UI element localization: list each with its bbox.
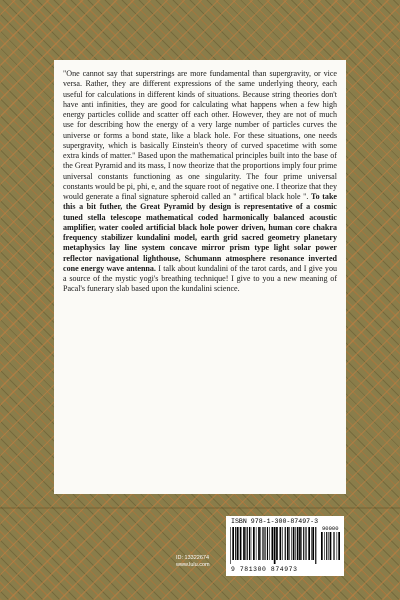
back-cover-blurb	[63, 69, 337, 295]
isbn-barcode	[226, 516, 344, 576]
publisher-url: www.lulu.com	[176, 562, 210, 568]
addon-barcode-bars	[321, 532, 341, 564]
back-cover-text-panel	[54, 60, 346, 494]
blurb-tail-text: I talk about kundalini of the tarot cards, and I give you a source of the mystic yogi's breathing technique! I give to you a new meaning of Pacal's funerary slab based upon the kundalini science.	[63, 263, 337, 294]
cover-divider	[0, 507, 400, 509]
barcode-bars	[230, 527, 318, 564]
barcode-digits: 9 781300 874973	[231, 566, 298, 573]
isbn-label: ISBN 978-1-300-87497-3	[231, 518, 319, 525]
blurb-bold-text: To take this a bit futher, the Great Pyramid by design is representative of a cosmic tuned stella telescope mathematical coded harmonically balanced acoustic amplifier, water cooled artificial black hole power driven, human core chakra frequency stabilizer kundalini model, earth grid sacred geometry planetary metaphysics lay line system concave mirror prism type light solar power reflector navigational lighthouse, Schumann atmosphere resonance inverted cone energy wave antenna.	[63, 192, 338, 273]
publisher-id-line: ID: 13322674	[176, 555, 210, 561]
price-code: 90000	[322, 525, 339, 532]
publisher-id	[176, 555, 210, 569]
blurb-plain-text: "One cannot say that superstrings are more fundamental than supergravity, or vice versa. Rather, they are different expressions of the same underlying theory, each useful for calculations in different kinds of situations. Because string theories don't have anti infinities, they are good for calculating what happens when a few high energy particles collide and scatter off each other. However, they are not of much use for describing how the energy of a very large number of particles curves the universe or forms a bond state, like a black hole. For these situations, one needs supergravity, which is basically Einstein's theory of curved spacetime with some extra kinds of matter." Based upon the mathematical principles built into the base of the Great Pyramid and its mass, I now theorize that the proportions imply four prime universal constants functioning as one singularity. The four prime universal constants would be pi, phi, e, and the square root of negative one. I theorize that they would generate a final signature spheroid called an " artifical black hole ".	[63, 69, 337, 201]
